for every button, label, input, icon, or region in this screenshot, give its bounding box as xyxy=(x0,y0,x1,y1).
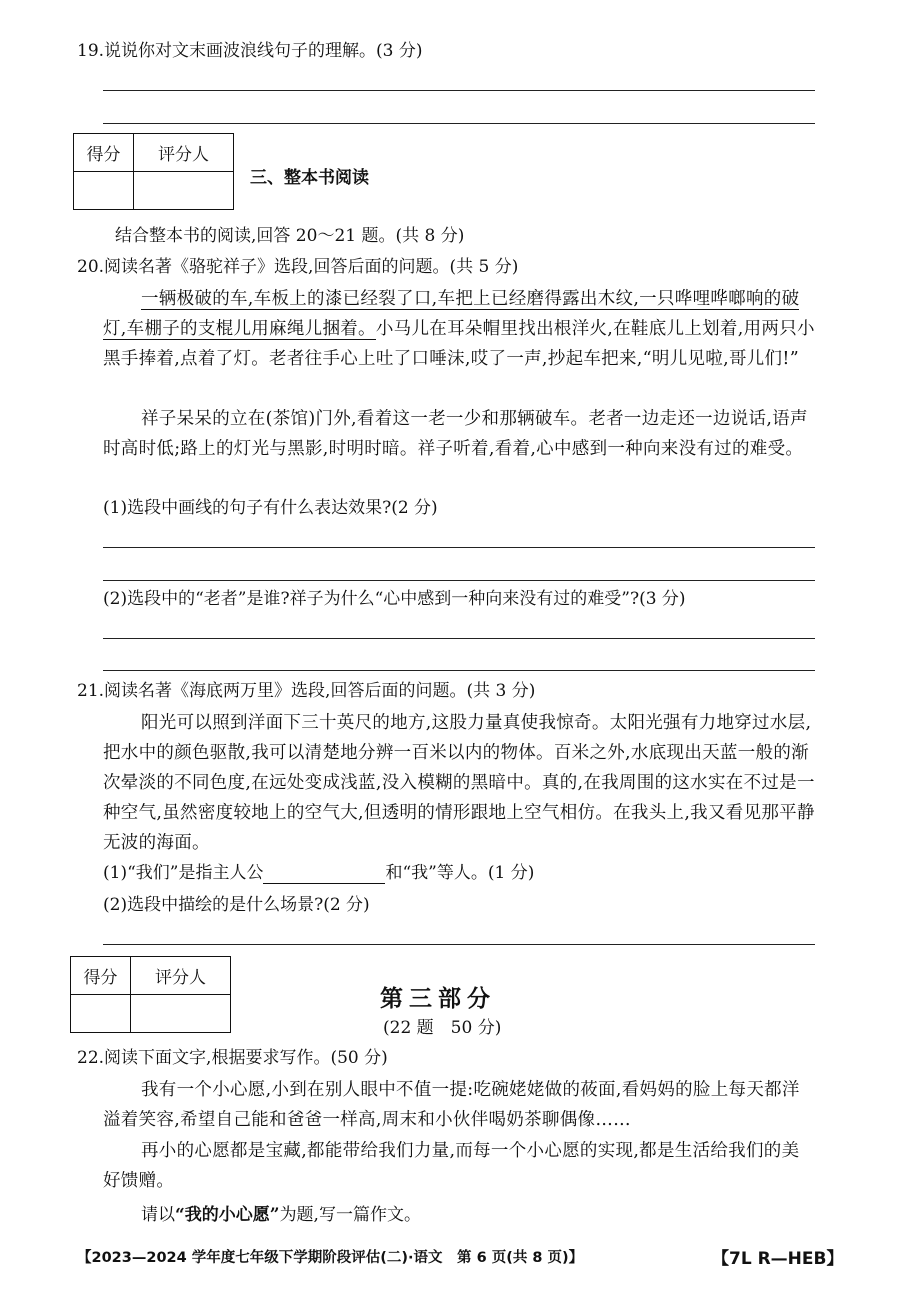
part-title: 第三部分 xyxy=(380,986,496,1012)
score-input-cell[interactable] xyxy=(71,995,131,1033)
writing-instruction xyxy=(141,1204,421,1226)
score-input-cell[interactable] xyxy=(74,172,134,210)
underlined-sentence: 一辆极破的车,车板上的漆已经裂了口,车把上已经磨得露出木纹,一只哗哩哗 xyxy=(141,289,729,309)
question-22: 22.阅读下面文字,根据要求写作。(50 分) xyxy=(77,1048,388,1068)
section-title: 三、整本书阅读 xyxy=(250,168,369,188)
question-21-2: (2)选段中描绘的是什么场景?(2 分) xyxy=(103,895,370,915)
part-subtitle: (22 题 50 分) xyxy=(383,1018,502,1038)
passage-20-p2: 祥子呆呆的立在(茶馆)门外,看着这一老一少和那辆破车。老者一边走还一边说话,语声时高时低;路上的灯光与黑影,时明时暗。祥子听着,看着,心中感到一种向来没有过的难受。 xyxy=(103,409,808,459)
passage-20-p1 xyxy=(103,284,817,374)
fill-blank[interactable] xyxy=(263,865,385,884)
answer-line xyxy=(103,944,815,945)
question-21-1 xyxy=(103,862,534,884)
prompt-text: (1)“我们”是指主人公 xyxy=(103,863,264,883)
grader-label: 评分人 xyxy=(131,957,231,995)
essay-title: “我的小心愿” xyxy=(175,1205,280,1225)
exam-code: 【7L R—HEB】 xyxy=(712,1249,844,1269)
instruction-text: 请以 xyxy=(141,1205,175,1225)
grader-label: 评分人 xyxy=(134,134,234,172)
score-table xyxy=(73,133,234,210)
score-table xyxy=(70,956,231,1033)
passage-text: 小马儿在耳朵帽里找出根洋火,在鞋底儿上划着,用两只小黑手捧着,点着了灯。老者往手心上吐了口唾沫,哎了一声,抄起车把来,“明儿见啦,哥儿们!” xyxy=(103,319,815,369)
grader-input-cell[interactable] xyxy=(131,995,231,1033)
question-19: 19.说说你对文末画波浪线句子的理解。(3 分) xyxy=(77,41,423,61)
score-label: 得分 xyxy=(71,957,131,995)
question-20-2: (2)选段中的“老者”是谁?祥子为什么“心中感到一种向来没有过的难受”?(3 分) xyxy=(103,589,686,609)
score-label: 得分 xyxy=(74,134,134,172)
passage-21: 阳光可以照到洋面下三十英尺的地方,这股力量真使我惊奇。太阳光强有力地穿过水层,把水中的颜色驱散,我可以清楚地分辨一百米以内的物体。百米之外,水底现出天蓝一般的渐次晕淡的不同色度,在远处变成浅蓝,没入模糊的黑暗中。真的,在我周围的这水实在不过是一种空气,虽然密度较地上的空气大,但透明的情形跟地上空气相仿。在我头上,我又看见那平静无波的海面。 xyxy=(103,713,815,853)
writing-prompt-p1: 我有一个小心愿,小到在别人眼中不值一提:吃碗姥姥做的莜面,看妈妈的脸上每天都洋溢着笑容,希望自己能和爸爸一样高,周末和小伙伴喝奶茶聊偶像…… xyxy=(103,1080,800,1130)
answer-line xyxy=(103,547,815,548)
answer-line xyxy=(103,123,815,124)
grader-input-cell[interactable] xyxy=(134,172,234,210)
answer-line xyxy=(103,670,815,671)
instruction-text: 为题,写一篇作文。 xyxy=(279,1205,421,1225)
answer-line xyxy=(103,580,815,581)
answer-line xyxy=(103,638,815,639)
section-intro: 结合整本书的阅读,回答 20～21 题。(共 8 分) xyxy=(115,226,465,246)
underlined-sentence-cont: 啷响的破灯,车棚子的支棍儿用麻绳儿捆着。 xyxy=(103,289,800,339)
writing-prompt-p2: 再小的心愿都是宝藏,都能带给我们力量,而每一个小心愿的实现,都是生活给我们的美好馈赠。 xyxy=(103,1141,800,1191)
answer-line xyxy=(103,90,815,91)
question-20: 20.阅读名著《骆驼祥子》选段,回答后面的问题。(共 5 分) xyxy=(77,257,519,277)
question-20-1: (1)选段中画线的句子有什么表达效果?(2 分) xyxy=(103,498,438,518)
page-footer: 【2023—2024 学年度七年级下学期阶段评估(二)·语文 第 6 页(共 8 页)】 xyxy=(77,1250,584,1266)
prompt-text: 和“我”等人。(1 分) xyxy=(385,863,535,883)
question-21: 21.阅读名著《海底两万里》选段,回答后面的问题。(共 3 分) xyxy=(77,681,536,701)
